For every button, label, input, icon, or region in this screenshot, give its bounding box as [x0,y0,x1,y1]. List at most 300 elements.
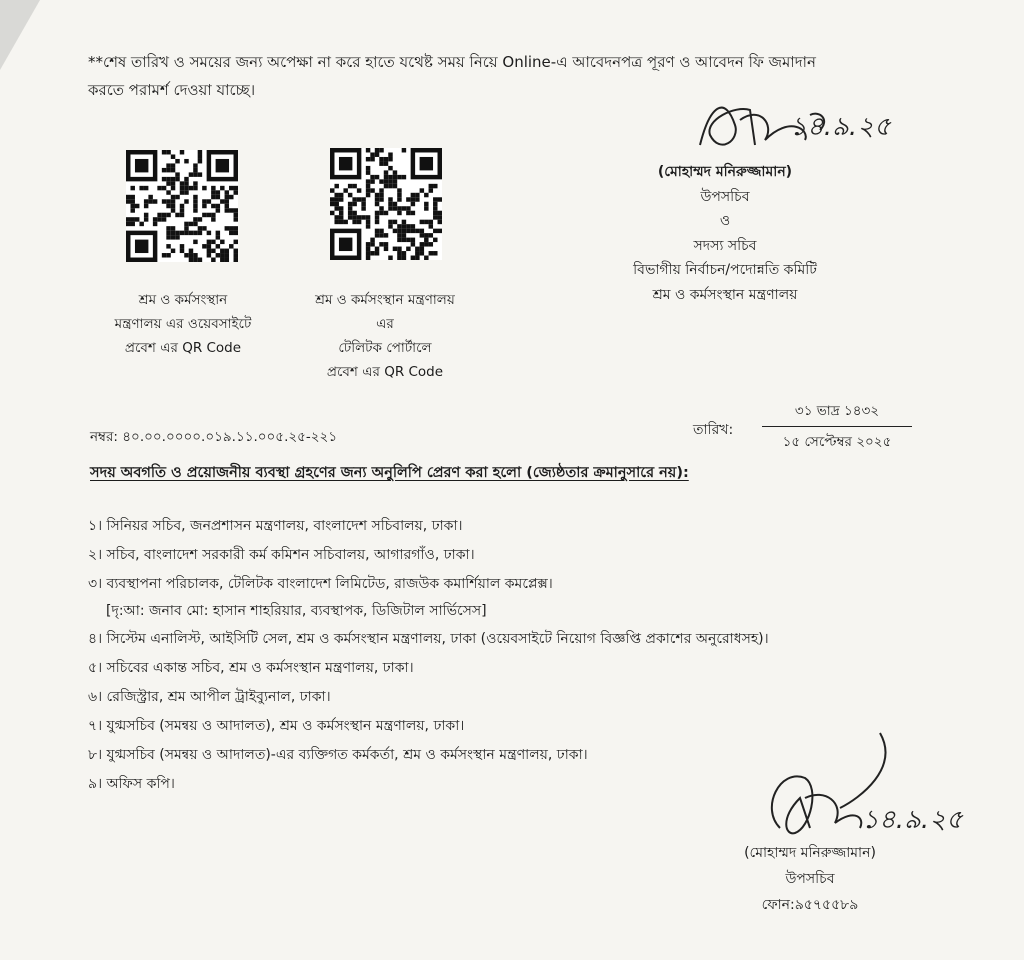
qr-module [357,197,361,201]
qr-module [153,199,157,203]
qr-module [225,190,229,194]
list-item: ২। সচিব, বাংলাদেশ সরকারী কর্ম কমিশন সচিবালয়, আগারগাঁও, ঢাকা। [88,547,475,563]
qr-module [397,251,401,255]
qr-finder-pattern [339,157,352,170]
qr-module [379,161,383,165]
qr-module [393,175,397,179]
qr-module [166,235,170,239]
qr-module [126,195,130,199]
qr-module [207,213,211,217]
qr-module [153,217,157,221]
qr-module [193,181,197,185]
qr-module [216,204,220,208]
qr-module [433,215,437,219]
qr-module [193,208,197,212]
qr-module [402,256,406,260]
qr-module [393,184,397,188]
qr-module [189,231,193,235]
qr-module [438,211,442,215]
qr-module [415,197,419,201]
qr-module [220,240,224,244]
qr-module [334,184,338,188]
qr-module [216,190,220,194]
qr-module [229,195,233,199]
qr-module [193,168,197,172]
qr-module [330,202,334,206]
qr-module [234,240,238,244]
qr-module [184,226,188,230]
list-item: ৬। রেজিস্ট্রার, শ্রম আপীল ট্রাইব্যুনাল, ঢাকা। [88,689,331,705]
qr-module [175,177,179,181]
qr-module [166,213,170,217]
qr-module [406,206,410,210]
qr-module [171,208,175,212]
qr-module [433,229,437,233]
qr-module [175,235,179,239]
qr-module [366,224,370,228]
qr-module [348,215,352,219]
qr-module [184,186,188,190]
distribution-heading: সদয় অবগতি ও প্রয়োজনীয় ব্যবস্থা গ্রহণের জন্য অনুলিপি প্রেরণ করা হলো (জ্যেষ্ঠতার ক্রমানুসারে নয়): [90,465,689,481]
qr-module [234,208,238,212]
qr-module [334,202,338,206]
qr-module [225,253,229,257]
qr-module [393,229,397,233]
qr-module [193,195,197,199]
qr-module [388,256,392,260]
qr-module [148,199,152,203]
qr-module [220,249,224,253]
qr-module [388,197,392,201]
qr-module [379,188,383,192]
qr-module [171,231,175,235]
qr-module [211,249,215,253]
list-item: ৩। ব্যবস্থাপনা পরিচালক, টেলিটক বাংলাদেশ লিমিটেড, রাজউক কমার্শিয়াল কমপ্লেক্স। [88,576,553,592]
qr-module [180,244,184,248]
qr-module [175,195,179,199]
qr-module [415,193,419,197]
qr-module [220,253,224,257]
qr-module [420,242,424,246]
qr-module [357,188,361,192]
qr-module [193,258,197,262]
qr-module [366,188,370,192]
qr-module [171,204,175,208]
qr-module [433,206,437,210]
qr-module [411,211,415,215]
qr-module [198,231,202,235]
qr-module [162,199,166,203]
qr-module [379,206,383,210]
qr-module [406,247,410,251]
signature-1 [680,85,950,165]
qr-module [334,197,338,201]
qr-module [198,172,202,176]
qr-module [334,215,338,219]
qr-module [352,220,356,224]
final-signer-block [720,840,900,918]
qr-module [415,247,419,251]
qr-module [361,215,365,219]
qr-module [234,226,238,230]
qr-module [207,249,211,253]
qr-module [438,229,442,233]
qr-module [433,211,437,215]
qr-right-caption-line-2: এর [376,316,394,332]
qr-module [406,224,410,228]
qr-module [193,240,197,244]
qr-module [388,206,392,210]
qr-module [375,220,379,224]
qr-module [433,197,437,201]
qr-module [184,159,188,163]
qr-module [184,181,188,185]
qr-module [198,226,202,230]
qr-module [411,238,415,242]
qr-module [216,231,220,235]
qr-module [361,197,365,201]
qr-module [420,220,424,224]
qr-module [135,204,139,208]
qr-code-ministry-website[interactable] [126,150,238,262]
qr-module [424,242,428,246]
qr-module [433,202,437,206]
qr-module [339,220,343,224]
qr-module [229,231,233,235]
qr-module [198,159,202,163]
qr-module [157,186,161,190]
qr-module [420,188,424,192]
qr-module [234,186,238,190]
qr-module [334,206,338,210]
signature-2-date: ১৪.৯.২৫ [862,805,963,835]
qr-module [171,186,175,190]
qr-module [216,253,220,257]
qr-module [234,231,238,235]
qr-module [424,193,428,197]
qr-module [379,229,383,233]
qr-module [384,233,388,237]
qr-module [397,175,401,179]
qr-module [234,253,238,257]
qr-module [198,217,202,221]
qr-module [211,190,215,194]
list-item: ৪। সিস্টেম এনালিস্ট, আইসিটি সেল, শ্রম ও কর্মসংস্থান মন্ত্রণালয়, ঢাকা (ওয়েবসাইটে নিয়োগ বিজ্ঞপ্তি প্রকাশের অনুরোধসহ)। [88,631,769,647]
qr-module [216,208,220,212]
qr-module [366,242,370,246]
qr-module [166,226,170,230]
qr-module [193,172,197,176]
qr-module [379,193,383,197]
signature-2 [750,728,1010,848]
qr-module [411,193,415,197]
qr-module [189,172,193,176]
note-line-2: করতে পরামর্শ দেওয়া যাচ্ছে। [88,81,256,99]
qr-module [211,258,215,262]
final-signer-name: (মোহাম্মদ মনিরুজ্জামান) [744,845,876,861]
list-item: ৭। যুগ্মসচিব (সমন্বয় ও আদালত), শ্রম ও কর্মসংস্থান মন্ত্রণালয়, ঢাকা। [88,718,465,734]
list-item: ৮। যুগ্মসচিব (সমন্বয় ও আদালত)-এর ব্যক্তিগত কর্মকর্তা, শ্রম ও কর্মসংস্থান মন্ত্রণালয়, ঢাকা। [88,747,588,763]
date-gregorian: ১৫ সেপ্টেম্বর ২০২৫ [782,434,892,450]
qr-module [393,179,397,183]
qr-module [216,235,220,239]
list-item: ৫। সচিবের একান্ত সচিব, শ্রম ও কর্মসংস্থান মন্ত্রণালয়, ঢাকা। [88,660,414,676]
qr-module [415,256,419,260]
qr-module [384,184,388,188]
list-item: ৯। অফিস কপি। [88,776,175,792]
qr-module [357,220,361,224]
qr-module [397,211,401,215]
qr-module [171,235,175,239]
qr-module [229,226,233,230]
qr-module [424,220,428,224]
qr-module [162,168,166,172]
qr-module [379,211,383,215]
qr-module [184,222,188,226]
qr-module [370,238,374,242]
qr-left-caption-line-2: মন্ত্রণালয় এর ওয়েবসাইটে [114,316,252,332]
qr-module [366,184,370,188]
qr-module [189,258,193,262]
qr-module [207,240,211,244]
qr-module [130,208,134,212]
qr-module [144,217,148,221]
qr-module [130,217,134,221]
qr-module [189,253,193,257]
qr-module [388,224,392,228]
qr-module [388,184,392,188]
qr-module [343,188,347,192]
qr-module [166,199,170,203]
qr-module [429,184,433,188]
qr-module [211,186,215,190]
qr-module [411,197,415,201]
qr-module [202,226,206,230]
qr-module [424,202,428,206]
qr-module [438,197,442,201]
signer-committee: বিভাগীয় নির্বাচন/পদোন্নতি কমিটি [633,262,817,278]
qr-module [348,193,352,197]
qr-module [370,179,374,183]
qr-module [225,195,229,199]
qr-module [162,150,166,154]
qr-module [379,233,383,237]
qr-module [229,186,233,190]
qr-left-caption-line-3: প্রবেশ এর QR Code [124,340,242,356]
qr-module [144,186,148,190]
qr-module [193,204,197,208]
qr-module [225,208,229,212]
qr-module [234,249,238,253]
qr-module [375,215,379,219]
qr-module [375,175,379,179]
qr-module [388,166,392,170]
qr-module [415,251,419,255]
qr-module [193,186,197,190]
qr-module [429,242,433,246]
qr-module [370,152,374,156]
qr-module [384,161,388,165]
qr-module [166,204,170,208]
date-box [762,400,912,454]
qr-code-teletalk-portal[interactable] [330,148,442,260]
qr-module [433,251,437,255]
qr-module [198,150,202,154]
qr-module [184,190,188,194]
qr-module [198,154,202,158]
qr-module [334,193,338,197]
qr-module [220,199,224,203]
qr-module [424,233,428,237]
qr-module [348,206,352,210]
qr-module [229,208,233,212]
qr-module [171,177,175,181]
qr-module [388,179,392,183]
qr-module [202,186,206,190]
qr-module [438,215,442,219]
qr-module [202,213,206,217]
qr-module [130,222,134,226]
qr-module [366,170,370,174]
qr-module [366,166,370,170]
qr-module [130,199,134,203]
qr-module [234,190,238,194]
qr-module [397,224,401,228]
qr-module [130,204,134,208]
qr-module [184,253,188,257]
note-line-1: **শেষ তারিখ ও সময়ের জন্য অপেক্ষা না করে হাতে যথেষ্ট সময় নিয়ে Online-এ আবেদনপত্র পূরণ ও আবেদন ফি জমাদান [88,53,816,71]
qr-module [193,231,197,235]
qr-module [229,244,233,248]
qr-finder-pattern [216,159,229,172]
qr-module [330,211,334,215]
qr-module [207,253,211,257]
date-bangla: ৩১ ভাদ্র ১৪৩২ [794,403,880,419]
qr-module [180,181,184,185]
qr-module [202,199,206,203]
qr-module [216,244,220,248]
qr-module [175,213,179,217]
qr-module [420,229,424,233]
qr-module [402,206,406,210]
qr-module [175,231,179,235]
qr-module [361,202,365,206]
qr-module [384,170,388,174]
qr-module [144,199,148,203]
qr-module [139,222,143,226]
qr-module [393,206,397,210]
qr-module [393,247,397,251]
qr-module [180,150,184,154]
signature-1-date: ১৪.৯.২৫ [790,112,891,142]
qr-module [402,238,406,242]
qr-module [375,211,379,215]
qr-module [225,199,229,203]
qr-module [126,217,130,221]
qr-module [175,159,179,163]
qr-finder-pattern [135,240,148,253]
qr-module [379,157,383,161]
qr-module [357,215,361,219]
qr-module [411,224,415,228]
qr-module [379,197,383,201]
memo-number: নম্বর: ৪০.০০.০০০০.০১৯.১১.০০৫.২৫-২২১ [90,429,338,445]
qr-module [429,188,433,192]
qr-module [397,247,401,251]
qr-module [370,242,374,246]
qr-module [411,229,415,233]
qr-module [393,170,397,174]
qr-module [171,249,175,253]
qr-module [166,231,170,235]
qr-module [375,247,379,251]
qr-module [166,244,170,248]
qr-module [352,184,356,188]
qr-module [202,204,206,208]
qr-module [366,215,370,219]
qr-module [171,154,175,158]
qr-module [166,253,170,257]
qr-module [388,220,392,224]
qr-module [180,208,184,212]
qr-module [402,229,406,233]
qr-module [424,238,428,242]
qr-module [166,181,170,185]
qr-module [402,233,406,237]
final-signer-designation: উপসচিব [785,871,835,887]
qr-module [130,195,134,199]
qr-module [366,251,370,255]
qr-module [402,251,406,255]
qr-module [193,253,197,257]
qr-module [411,242,415,246]
qr-module [198,258,202,262]
qr-module [339,206,343,210]
qr-module [225,249,229,253]
qr-module [375,197,379,201]
qr-module [424,206,428,210]
qr-module [384,175,388,179]
qr-module [211,217,215,221]
qr-module [166,163,170,167]
qr-module [162,213,166,217]
qr-right-caption-line-1: শ্রম ও কর্মসংস্থান মন্ত্রণালয় [315,292,455,308]
qr-module [388,202,392,206]
qr-module [433,184,437,188]
qr-module [388,175,392,179]
qr-module [379,179,383,183]
qr-module [339,211,343,215]
qr-module [339,215,343,219]
qr-module [384,179,388,183]
qr-module [348,184,352,188]
qr-module [166,168,170,172]
qr-module [220,186,224,190]
qr-module [429,233,433,237]
qr-module [180,249,184,253]
qr-module [207,231,211,235]
qr-module [375,152,379,156]
qr-module [193,163,197,167]
signer-block [600,160,850,307]
qr-finder-pattern [135,159,148,172]
qr-module [339,197,343,201]
qr-module [429,220,433,224]
qr-module [193,199,197,203]
qr-module [130,186,134,190]
qr-module [166,190,170,194]
qr-module [384,242,388,246]
